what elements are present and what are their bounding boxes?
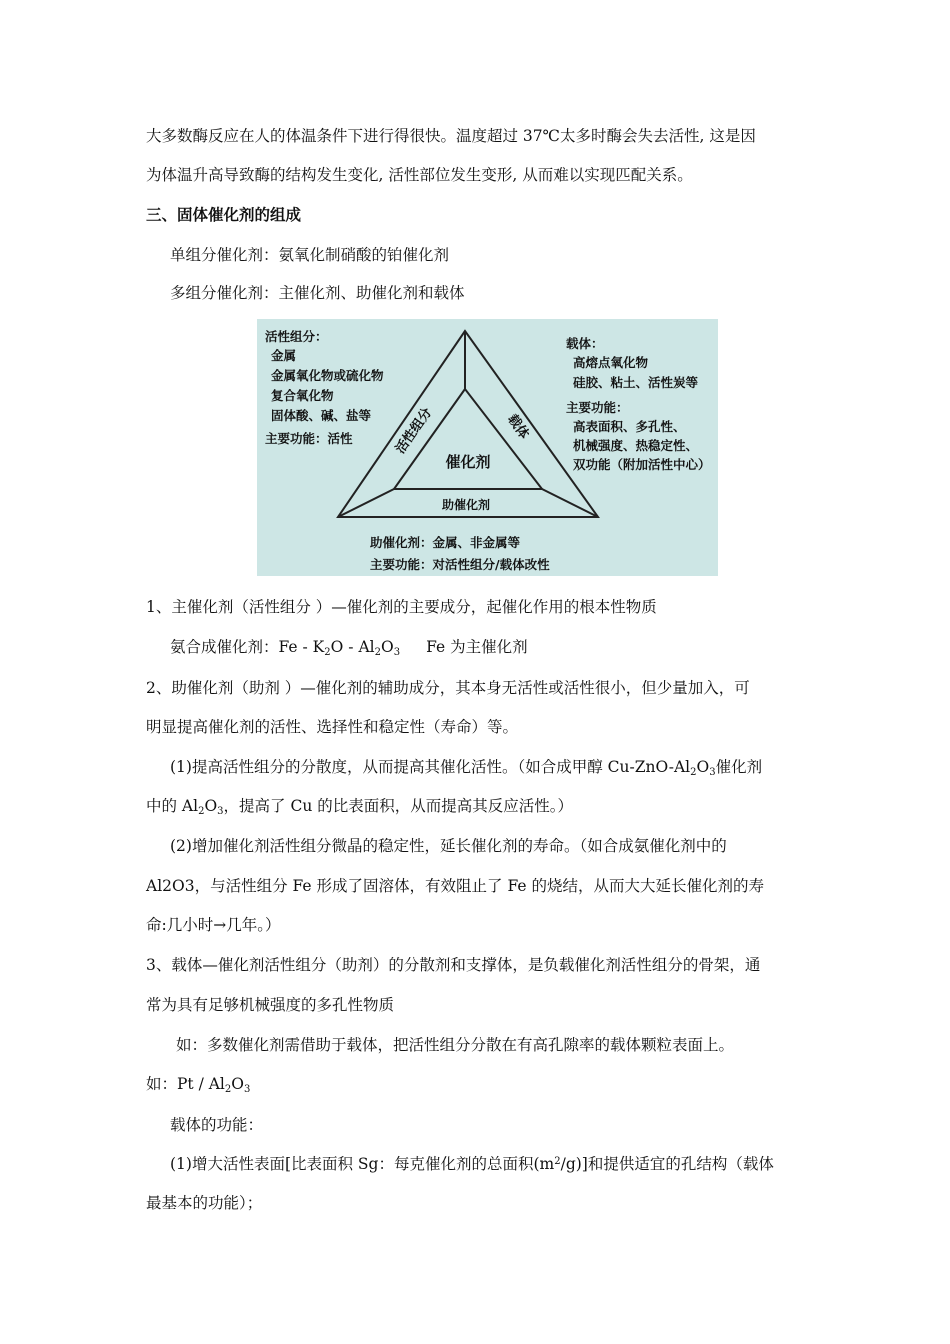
paragraph-line: 载体的功能： xyxy=(170,1116,264,1134)
active-title: 活性组分： xyxy=(265,329,328,344)
active-item: 金属氧化物或硫化物 xyxy=(271,368,384,383)
paragraph-line: 3、载体—催化剂活性组分（助剂）的分散剂和支撑体，是负载催化剂活性组分的骨架，通 xyxy=(146,956,761,974)
paragraph-line: (1)提高活性组分的分散度，从而提高其催化活性。（如合成甲醇 $Cu-ZnO-Al_2O_3$催化剂 xyxy=(170,758,763,778)
paragraph-line: 2、助催化剂（助剂 ）—催化剂的辅助成分，其本身无活性或活性很小，但少量加入，可 xyxy=(146,679,750,697)
catalyst-composition-diagram xyxy=(257,319,718,576)
carrier-function: 双功能（附加活性中心） xyxy=(573,457,711,472)
paragraph-line: 大多数酶反应在人的体温条件下进行得很快。温度超过 37℃太多时酶会失去活性, 这是因 xyxy=(146,127,756,145)
paragraph-line: 命:几小时→几年。） xyxy=(146,916,281,934)
paragraph-line: 中的 $Al_2O_3$，提高了 Cu 的比表面积，从而提高其反应活性。） xyxy=(146,797,573,817)
paragraph-line: 明显提高催化剂的活性、选择性和稳定性（寿命）等。 xyxy=(146,718,519,736)
carrier-item: 高熔点氧化物 xyxy=(573,355,649,370)
paragraph-line: 单组分催化剂：氨氧化制硝酸的铂催化剂 xyxy=(170,246,450,264)
carrier-item: 硅胶、粘土、活性炭等 xyxy=(573,375,699,390)
promoter-function: 主要功能：对活性组分/载体改性 xyxy=(370,557,550,572)
paragraph-line: 氨合成催化剂：Fe - $K_2O - Al_2O_3$ Fe 为主催化剂 xyxy=(170,638,528,658)
section-heading: 三、固体催化剂的组成 xyxy=(146,206,302,224)
carrier-title: 载体： xyxy=(566,336,604,351)
paragraph-line: 为体温升高导致酶的结构发生变化, 活性部位发生变形, 从而难以实现匹配关系。 xyxy=(146,166,693,184)
active-item: 固体酸、碱、盐等 xyxy=(271,408,372,423)
paragraph-line: Al2O3，与活性组分 Fe 形成了固溶体，有效阻止了 Fe 的烧结，从而大大延长催化剂的寿 xyxy=(146,877,764,895)
paragraph-line: (1)增大活性表面[比表面积 Sg：每克催化剂的总面积$(m^2/g)$]和提供适宜的孔结构（载体 xyxy=(170,1155,774,1173)
carrier-function-title: 主要功能： xyxy=(566,400,629,415)
paragraph-line: 多组分催化剂：主催化剂、助催化剂和载体 xyxy=(170,284,465,302)
paragraph-line: 如：Pt / $Al_2O_3$ xyxy=(146,1075,251,1095)
paragraph-line: 如：多数催化剂需借助于载体，把活性组分分散在有高孔隙率的载体颗粒表面上。 xyxy=(176,1036,735,1054)
active-function: 主要功能：活性 xyxy=(265,431,353,446)
bottom-side-label: 助催化剂 xyxy=(441,498,491,512)
paragraph-line: 常为具有足够机械强度的多孔性物质 xyxy=(146,996,395,1014)
paragraph-line: 1、主催化剂（活性组分 ）—催化剂的主要成分，起催化作用的根本性物质 xyxy=(146,598,657,616)
center-label: 催化剂 xyxy=(445,453,491,471)
paragraph-line: (2)增加催化剂活性组分微晶的稳定性，延长催化剂的寿命。（如合成氨催化剂中的 xyxy=(170,837,727,855)
active-item: 金属 xyxy=(271,348,297,363)
left-side-label: 活性组分 xyxy=(393,405,436,457)
carrier-function: 高表面积、多孔性、 xyxy=(573,419,686,434)
paragraph-line: 最基本的功能）； xyxy=(146,1194,263,1212)
right-side-label: 载体 xyxy=(504,412,532,442)
promoter-line: 助催化剂：金属、非金属等 xyxy=(370,535,521,550)
carrier-function: 机械强度、热稳定性、 xyxy=(573,438,699,453)
active-item: 复合氧化物 xyxy=(271,388,334,403)
